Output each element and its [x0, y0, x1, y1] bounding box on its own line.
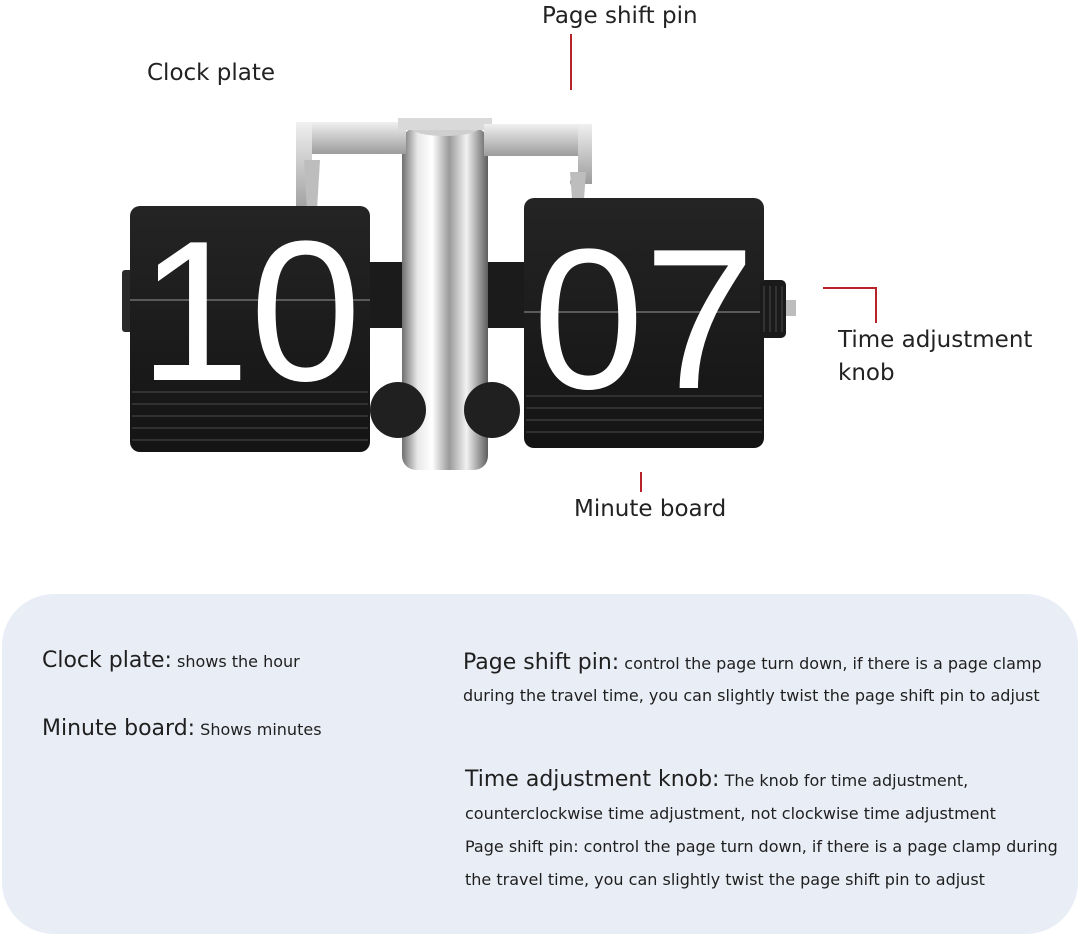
legend-time-adjustment-knob [465, 763, 1058, 896]
minute-digits: 07 [532, 208, 756, 431]
legend-clock-plate [42, 648, 300, 673]
legend-page-shift-pin-term: Page shift pin: [463, 650, 620, 675]
callout-time-adjustment-knob-line1: Time adjustment [838, 327, 1033, 353]
legend-clock-plate-desc: shows the hour [171, 652, 300, 671]
legend-time-knob-desc-3: Page shift pin: control the page turn down, if there is a page clamp during [465, 837, 1058, 856]
legend-page-shift-pin-desc-1: control the page turn down, if there is a page clamp [619, 654, 1042, 673]
legend-minute-board-term: Minute board: [42, 716, 196, 741]
hour-flap-clock-plate [122, 200, 370, 452]
legend-time-knob-desc-2: counterclockwise time adjustment, not clockwise time adjustment [465, 804, 996, 823]
legend-minute-board [42, 716, 322, 741]
time-adjustment-knob [760, 280, 796, 338]
legend-page-shift-pin [463, 647, 1042, 712]
hour-digits: 10 [138, 200, 362, 423]
callout-time-adjustment-knob-line2: knob [838, 360, 895, 386]
legend-minute-board-desc: Shows minutes [195, 720, 322, 739]
legend-time-knob-desc-1: The knob for time adjustment, [719, 771, 969, 790]
legend-page-shift-pin-desc-2: during the travel time, you can slightly twist the page shift pin to adjust [463, 686, 1040, 705]
callout-clock-plate: Clock plate [147, 60, 276, 86]
legend-time-knob-term: Time adjustment knob: [465, 767, 720, 792]
minute-flap-minute-board [524, 198, 764, 448]
legend-time-knob-desc-4: the travel time, you can slightly twist the page shift pin to adjust [465, 870, 985, 889]
callout-page-shift-pin: Page shift pin [542, 3, 698, 29]
callout-minute-board: Minute board [574, 496, 727, 522]
legend-clock-plate-term: Clock plate: [42, 648, 172, 673]
